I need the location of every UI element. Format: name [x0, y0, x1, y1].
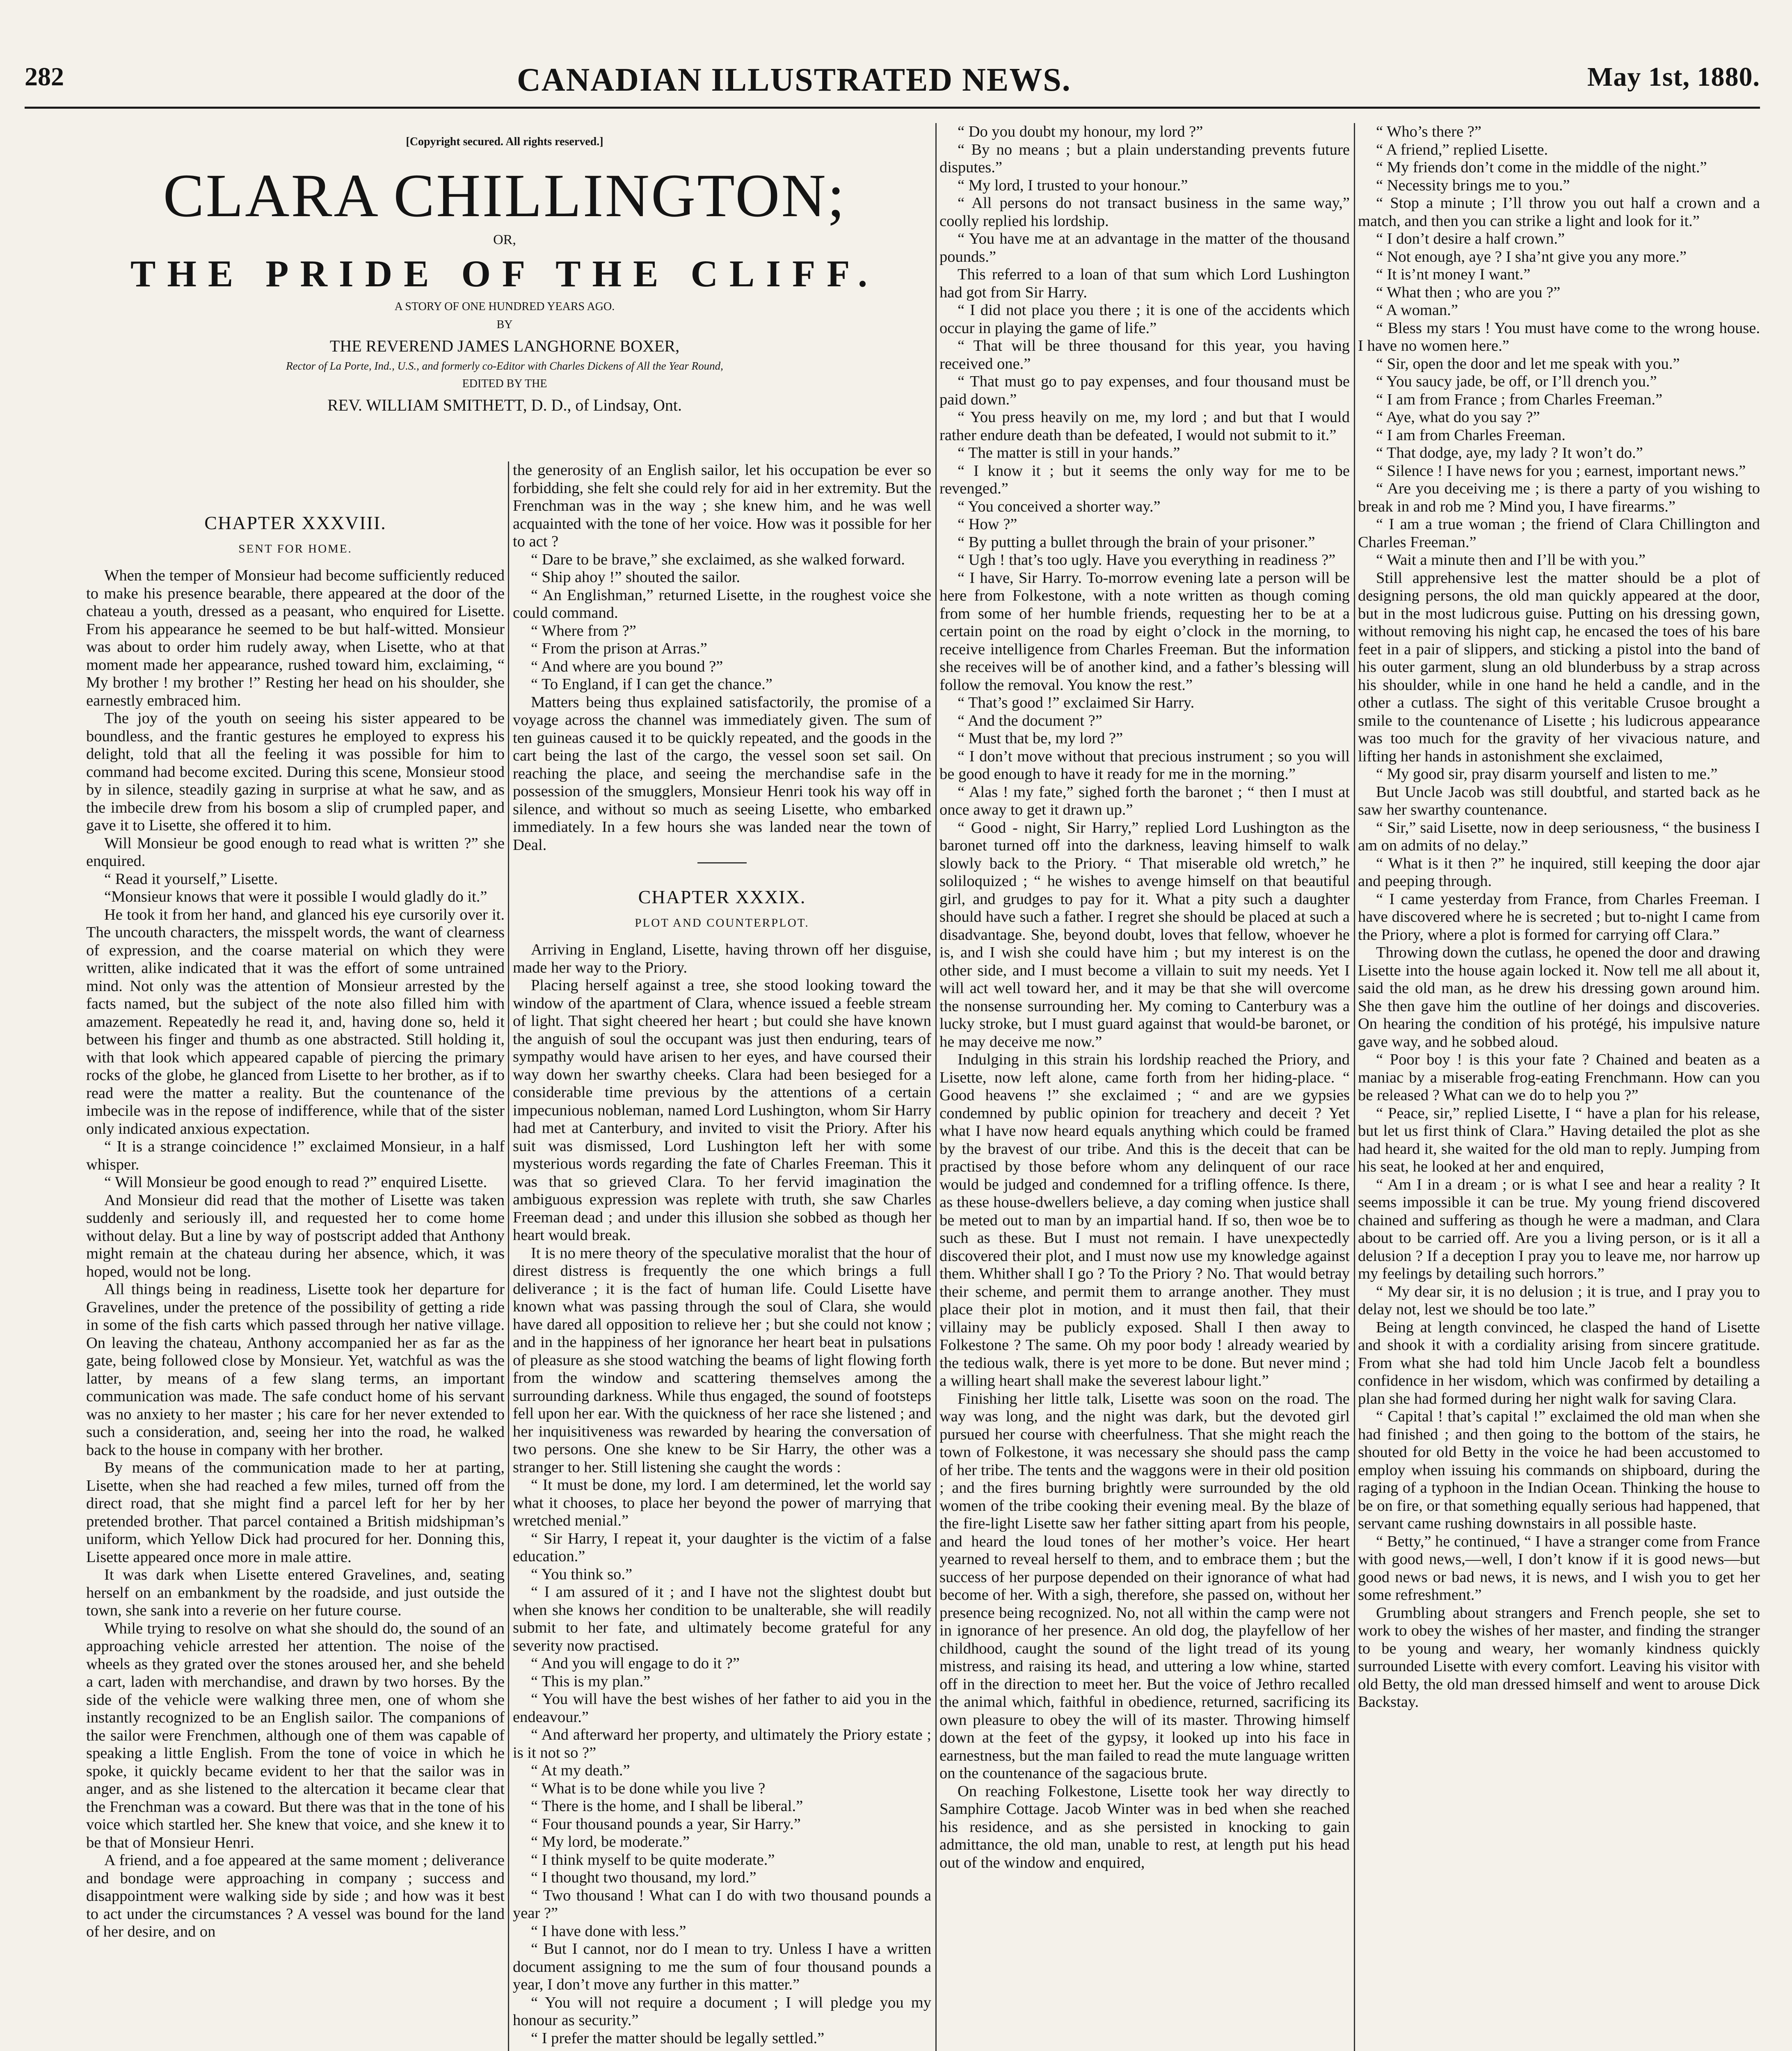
paragraph: “ I prefer the matter should be legally settled.”: [531, 2029, 825, 2047]
title-or: OR,: [493, 232, 516, 247]
paragraph: “ I am from Charles Freeman.: [1376, 426, 1566, 444]
paragraph: “ You have me at an advantage in the matter of the thousand pounds.”: [939, 230, 1350, 265]
paragraph: “ Where from ?”: [531, 622, 636, 640]
paragraph: “ An Englishman,” returned Lisette, in the roughest voice she could command.: [513, 586, 931, 621]
paragraph: “ That will be three thousand for this year, you having received one.”: [939, 337, 1350, 372]
paragraph: the generosity of an English sailor, let his occupation be ever so forbidding, she felt she could rely for aid in her extremity. But the Frenchman was in the way ; she knew him, and he was well acquainted with the tone of her voice. How was it possible for her to act ?: [513, 461, 931, 550]
byline-by: BY: [496, 318, 513, 331]
paragraph: “ Necessity brings me to you.”: [1376, 176, 1570, 194]
paragraph: “ Capital ! that’s capital !” exclaimed the old man when she had finished ; and then going to the bottom of the stairs, he shouted for old Betty in the voice he had been accustomed to employ when issuing his commands on shipboard, during the raging of a typhoon in the Indian Ocean. Thinking the house to be on fire, or that something equally serious had happened, that servant came rushing downstairs in all possible haste.: [1358, 1408, 1760, 1532]
paragraph: “ My friends don’t come in the middle of the night.”: [1376, 159, 1707, 176]
paragraph: But Uncle Jacob was still doubtful, and started back as he saw her swarthy countenance.: [1358, 783, 1760, 818]
paragraph: “ But I cannot, nor do I mean to try. Unless I have a written document assigning to me the sum of four thousand pounds a year, I don’t move any further in this matter.”: [513, 1940, 931, 1993]
paragraph: “ That must go to pay expenses, and four thousand must be paid down.”: [939, 373, 1350, 408]
paragraph: This referred to a loan of that sum which Lord Lushington had got from Sir Harry.: [939, 266, 1350, 301]
paragraph: A friend, and a foe appeared at the same moment ; deliverance and bondage were approaching in company ; success and disappointment were walking side by side ; and how was it best to act under the circumstances ? A vessel was bound for the land of her desire, and on: [86, 1852, 505, 1940]
paragraph: “ My dear sir, it is no delusion ; it is true, and I pray you to delay not, lest we should be too late.”: [1358, 1283, 1760, 1318]
paragraph: “ I don’t move without that precious instrument ; so you will be good enough to have it ready for me in the morning.”: [939, 747, 1350, 783]
story-title-block: [94, 123, 915, 415]
paragraph: “ The matter is still in your hands.”: [958, 444, 1180, 461]
section-divider: [697, 862, 747, 863]
paragraph: “ Dare to be brave,” she exclaimed, as she walked forward.: [531, 550, 905, 568]
paragraph: “ By no means ; but a plain understanding prevents future disputes.”: [939, 141, 1350, 176]
paragraph: “ This is my plan.”: [531, 1672, 651, 1690]
paragraph: “ Good - night, Sir Harry,” replied Lord Lushington as the baronet turned off into the darkness, leaving himself to walk slowly back to the Priory. “ That miserable old wretch,” he soliloquized ; “ he wishes to avenge himself on that beautiful girl, and grudges to pay for it. What a pity such a daughter should have such a father. I regret she should be placed at such a disadvantage. She, beyond doubt, loves that fellow, whoever he is, and I wish she could have him ; but my interest is on the other side, and I must become a villain to suit my needs. Yet I will act well toward her, and it may be that she will overcome the nonsense surrounding her. My coming to Canterbury was a lucky stroke, but I must guard against that would-be baronet, or he may deceive me now.”: [939, 819, 1350, 1051]
paragraph: “ Ship ahoy !” shouted the sailor.: [531, 569, 741, 586]
paragraph: “ What is to be done while you live ?: [531, 1779, 766, 1797]
paragraph: “ Aye, what do you say ?”: [1376, 409, 1540, 426]
paragraph: “ Do you doubt my honour, my lord ?”: [958, 123, 1203, 140]
paragraph: When the temper of Monsieur had become sufficiently reduced to make his presence bearable, there appeared at the door of the chateau a youth, dressed as a peasant, who enquired for Lisette. From his appearance he seemed to be but half-witted. Monsieur was about to order him rudely away, when Lisette, who at that moment made her appearance, rushed toward him, exclaiming, “ My brother ! my brother !” Resting her head on his shoulder, she earnestly embraced him.: [86, 567, 505, 709]
paragraph: “ Four thousand pounds a year, Sir Harry.”: [531, 1815, 801, 1833]
paragraph: “ And where are you bound ?”: [531, 658, 723, 675]
paragraph: “ I know it ; but it seems the only way for me to be revenged.”: [939, 462, 1350, 497]
paragraph: “ Must that be, my lord ?”: [958, 730, 1123, 747]
chapter-heading: CHAPTER XXXVIII.: [204, 512, 386, 533]
paragraph: On reaching Folkestone, Lisette took her way directly to Samphire Cottage. Jacob Winter was in bed when she reached his residence, and as she persisted in knocking to gain admittance, the old man, unable to rest, at length put his head out of the window and enquired,: [939, 1782, 1350, 1871]
paragraph: Matters being thus explained satisfactorily, the promise of a voyage across the channel was immediately given. The sum of ten guineas caused it to be quickly repeated, and the goods in the cart being the last of the cargo, the vessel soon set sail. On reaching the place, and seeing the merchandise safe in the possession of the smugglers, Monsieur Henri took his way off in silence, and without so much as seeing Lisette, who embarked immediately. In a few hours she was landed near the town of Deal.: [513, 693, 931, 854]
paragraph: Indulging in this strain his lordship reached the Priory, and Lisette, now left alone, came forth from her hiding-place. “ Good heavens !” she exclaimed ; “ and are we gypsies condemned by public opinion for treachery and deceit ? Yet what I have now heard equals anything which could be framed by the bravest of our tribe. And this is the deceit that can be practised by those before whom any delinquent of our race would be judged and condemned for a trifling offence. Is there, as these house-dwellers believe, a day coming when justice shall be meted out to man by an impartial hand. If so, then woe be to such as these. But I must not remain. I have unexpectedly discovered their plot, and I must now use my knowledge against them. Whither shall I go ? To the Priory ? No. That would betray their scheme, and permit them to arrange another. They must place their plot in motion, and it must then fail, that their villainy may be publicly exposed. Shall I then away to Folkestone ? The same. Oh my poor body ! already wearied by the tedious walk, there is yet more to be done. But never mind ; a willing heart shall make the severest labour light.”: [939, 1051, 1350, 1389]
paragraph: “ To England, if I can get the chance.”: [531, 676, 773, 693]
paragraph: “ My lord, be moderate.”: [531, 1833, 690, 1850]
paragraph: “ A woman.”: [1376, 301, 1458, 319]
paragraph: “ Silence ! I have news for you ; earnest, important news.”: [1376, 462, 1746, 480]
paragraph: “ And you will engage to do it ?”: [531, 1655, 740, 1672]
paragraph: “ A friend,” replied Lisette.: [1376, 141, 1548, 158]
paragraph: While trying to resolve on what she should do, the sound of an approaching vehicle arrested her attention. The noise of the wheels as they grated over the stones aroused her, and she beheld a cart, laden with merchandise, and drawn by two horses. By the side of the vehicle were walking three men, one of whom she instantly recognized to be an English sailor. The companions of the sailor were Frenchmen, although one of them was capable of speaking a little English. From the tone of voice in which he spoke, it quickly became evident to her that the sailor was in anger, and as she listened to the altercation it became clear that the Frenchman was a coward. But there was that in the tone of his voice which startled her. She knew that voice, and she knew it to be that of Monsieur Henri.: [86, 1619, 505, 1851]
paragraph: “ Bless my stars ! You must have come to the wrong house. I have no women here.”: [1358, 319, 1760, 354]
paragraph: Throwing down the cutlass, he opened the door and drawing Lisette into the house again locked it. Now tell me all about it, said the old man, as he drew his dressing gown around him. She then gave him the outline of her doings and discoveries. On hearing the condition of his protégé, his impulsive nature gave way, and he sobbed aloud.: [1358, 944, 1760, 1051]
chapter-subheading: PLOT AND COUNTERPLOT.: [635, 916, 809, 930]
paragraph: “ What is it then ?” he inquired, still keeping the door ajar and peeping through.: [1358, 854, 1760, 890]
paragraph: “ Not enough, aye ? I sha’nt give you any more.”: [1376, 248, 1687, 265]
editor-name: REV. WILLIAM SMITHETT, D. D., of Lindsay, Ont.: [327, 396, 682, 414]
paragraph: “ I am a true woman ; the friend of Clara Chillington and Charles Freeman.”: [1358, 516, 1760, 551]
paragraph: “ I don’t desire a half crown.”: [1376, 230, 1565, 247]
paragraph: “ And the document ?”: [958, 712, 1102, 729]
copyright-notice: [Copyright secured. All rights reserved.]: [406, 135, 603, 148]
masthead: [25, 62, 1785, 119]
column-4: [1358, 123, 1760, 1711]
paragraph: “ Sir,” said Lisette, now in deep seriousness, “ the business I am on admits of no delay.”: [1358, 819, 1760, 854]
paragraph: “ Will Monsieur be good enough to read ?” enquired Lisette.: [104, 1174, 487, 1191]
paragraph: “ All persons do not transact business in the same way,” coolly replied his lordship.: [939, 194, 1350, 230]
paragraph: Still apprehensive lest the matter should be a plot of designing persons, the old man quickly appeared at the door, but in the most ludicrous guise. Putting on his dressing gown, without removing his night cap, he encased the toes of his bare feet in a pair of slippers, and sticking a pistol into the band of his outer garment, slung an old blunderbuss by a strap across his shoulder, while in one hand he held a candle, and in the other a cutlass. The sight of this veritable Crusoe brought a smile to the countenance of Lisette ; his ludicrous appearance was too much for the gravity of her vivacious nature, and lifting her hands in astonishment she exclaimed,: [1358, 569, 1760, 765]
paragraph: “ I am from France ; from Charles Freeman.”: [1376, 391, 1663, 408]
paragraph: “ You conceived a shorter way.”: [958, 498, 1161, 515]
paragraph: Finishing her little talk, Lisette was soon on the road. The way was long, and the night was dark, but the devoted girl pursued her course with cheerfulness. That she might reach the town of Folkestone, it was necessary she should pass the camp of her tribe. The tents and the waggons were in their old position ; and the fires burning brightly were surrounded by the old women of the tribe cooking their evening meal. By the blaze of the fire-light Lisette saw her father sitting apart from his people, and heard the loud tones of her mother’s voice. Her heart yearned to reveal herself to them, and to embrace them ; but the success of her purpose depended on their ignorance of what had become of her. With a sigh, therefore, she passed on, without her presence being recognized. No, not all within the camp were not in ignorance of her presence. An old dog, the playfellow of her childhood, caught the sound of the light tread of its young mistress, and raising its head, and uttering a low whine, started off in the direction to meet her. But the voice of Jethro recalled the animal which, faithful in obedience, returned, sacrificing its own pleasure to obey the will of its master. Throwing himself down at the feet of the gypsy, it looked up into his face in earnestness, but the man failed to read the mute language written on the countenance of the sagacious brute.: [939, 1390, 1350, 1782]
paragraph: “ Sir Harry, I repeat it, your daughter is the victim of a false education.”: [513, 1530, 931, 1565]
issue-date: May 1st, 1880.: [1587, 62, 1760, 92]
masthead-rule: [25, 107, 1760, 109]
paragraph: “ You press heavily on me, my lord ; and but that I would rather endure death than be defeated, I would not submit to it.”: [939, 409, 1350, 444]
author-name: THE REVEREND JAMES LANGHORNE BOXER,: [329, 337, 680, 355]
paragraph: Being at length convinced, he clasped the hand of Lisette and shook it with a cordiality arising from sincere gratitude. From what she had told him Uncle Jacob felt a boundless confidence in her wisdom, which was confirmed by detailing a plan she had formed during her night walk for saving Clara.: [1358, 1318, 1760, 1407]
paragraph: “ There is the home, and I shall be liberal.”: [531, 1797, 803, 1815]
paragraph: “ Who’s there ?”: [1376, 123, 1481, 140]
story-tagline: A STORY OF ONE HUNDRED YEARS AGO.: [394, 300, 615, 313]
column-rule: [508, 461, 509, 2051]
paragraph: “Monsieur knows that were it possible I would gladly do it.”: [104, 888, 487, 905]
paragraph: “ And afterward her property, and ultimately the Priory estate ; is it not so ?”: [513, 1726, 931, 1761]
paragraph: “ My lord, I trusted to your honour.”: [958, 176, 1188, 194]
column-rule: [1354, 123, 1355, 2051]
paragraph: Arriving in England, Lisette, having thrown off her disguise, made her way to the Priory.: [513, 941, 931, 976]
paragraph: “ You think so.”: [531, 1565, 633, 1583]
paragraph: “ You saucy jade, be off, or I’ll drench you.”: [1376, 373, 1657, 390]
paragraph: “ I came yesterday from France, from Charles Freeman. I have discovered where he is secreted ; but to-night I came from the Priory, where a plot is formed for carrying off Clara.”: [1358, 890, 1760, 943]
paragraph: “ Am I in a dream ; or is what I see and hear a reality ? It seems impossible it can be true. My young friend discovered chained and suffering as though he were a madman, and Clara about to be carried off. Are you a living person, or is it all a delusion ? If a deception I pray you to leave me, nor harrow up my feelings by detailing such horrors.”: [1358, 1176, 1760, 1282]
paragraph: “ I think myself to be quite moderate.”: [531, 1851, 775, 1868]
paragraph: “ Stop a minute ; I’ll throw you out half a crown and a match, and then you can strike a light and look for it.”: [1358, 194, 1760, 230]
paragraph: Grumbling about strangers and French people, she set to work to obey the wishes of her master, and finding the stranger to be young and weary, her womanly kindness quickly surrounded Lisette with every comfort. Leaving his visitor with old Betty, the old man dressed himself and went to arouse Dick Backstay.: [1358, 1604, 1760, 1711]
paragraph: “ Betty,” he continued, “ I have a stranger come from France with good news,—well, I don’t know if it is good news—but good news or bad news, it is news, and I wish you to get her some refreshment.”: [1358, 1533, 1760, 1603]
paragraph: “ That dodge, aye, my lady ? It won’t do.”: [1376, 444, 1643, 461]
chapter-subheading: SENT FOR HOME.: [238, 542, 352, 555]
paragraph: “ I have, Sir Harry. To-morrow evening late a person will be here from Folkestone, with a note written as though coming from some of her humble friends, requesting her to be at a certain point on the road by eight o’clock in the morning, to receive intelligence from Charles Freeman. But the information she receives will be of another kind, and a father’s blessing will follow the removal. You know the rest.”: [939, 569, 1350, 694]
paragraph: “ From the prison at Arras.”: [531, 640, 707, 657]
paragraph: “ It is’nt money I want.”: [1376, 266, 1531, 283]
paragraph: “ Peace, sir,” replied Lisette, I “ have a plan for his release, but let us first think of Clara.” Having detailed the plot as she had heard it, she waited for the old man to reply. Jumping from his seat, he looked at her and enquired,: [1358, 1104, 1760, 1175]
paragraph: “ I thought two thousand, my lord.”: [531, 1869, 757, 1886]
paragraph: “ Read it yourself,” Lisette.: [104, 870, 278, 888]
paragraph: It was dark when Lisette entered Gravelines, and, seating herself on an embankment by the roadside, and just outside the town, she sank into a reverie on her future course.: [86, 1566, 505, 1619]
paragraph: “ My good sir, pray disarm yourself and listen to me.”: [1376, 765, 1718, 783]
edited-by: EDITED BY THE: [462, 377, 547, 390]
paragraph: “ You will have the best wishes of her father to aid you in the endeavour.”: [513, 1690, 931, 1726]
paragraph: “ Poor boy ! is this your fate ? Chained and beaten as a maniac by a miserable frog-eating Frenchmann. How can you be released ? What can we do to help you ?”: [1358, 1051, 1760, 1104]
story-title: CLARA CHILLINGTON;: [163, 162, 846, 230]
paragraph: It is no mere theory of the speculative moralist that the hour of direst distress is frequently the one which brings a full deliverance ; it is the fact of human life. Could Lisette have known what was passing through the soul of Clara, she would have dared all opposition to relieve her ; but she could not know ; and in the happiness of her ignorance her heart beat in pulsations of pleasure as she stood watching the beams of light flowing forth from the window and scattering themselves among the surrounding darkness. While thus engaged, the sound of footsteps fell upon her ear. With the quickness of her race she listened ; and her inquisitiveness was rewarded by hearing the conversation of two persons. One she knew to be Sir Harry, the other was a stranger to her. Still listening she caught the words :: [513, 1244, 931, 1476]
paragraph: All things being in readiness, Lisette took her departure for Gravelines, under the pretence of the possibility of getting a ride in some of the fish carts which passed through her native village. On leaving the chateau, Anthony accompanied her as far as the gate, being followed close by Monsieur. Yet, watchful as was the latter, by means of a few slang terms, an important communication was made. The safe conduct home of his servant was no anxiety to her master ; his care for her never extended to such a consideration, and, seeing her into the road, he walked back to the house in company with her brother.: [86, 1281, 505, 1459]
paragraph: “ It is a strange coincidence !” exclaimed Monsieur, in a half whisper.: [86, 1138, 505, 1173]
paragraph: “ Ugh ! that’s too ugly. Have you everything in readiness ?”: [958, 551, 1336, 569]
chapter-heading: CHAPTER XXXIX.: [638, 886, 806, 907]
paragraph: “ Wait a minute then and I’ll be with you.”: [1376, 551, 1646, 569]
paragraph: “ That’s good !” exclaimed Sir Harry.: [958, 694, 1195, 711]
paragraph: Will Monsieur be good enough to read what is written ?” she enquired.: [86, 834, 505, 870]
paragraph: “ I have done with less.”: [531, 1922, 686, 1940]
column-3: [939, 123, 1350, 1872]
page-number: 282: [25, 62, 64, 91]
paragraph: “ Sir, open the door and let me speak with you.”: [1376, 355, 1680, 372]
paragraph: “ By putting a bullet through the brain of your prisoner.”: [958, 533, 1315, 551]
paragraph: “ Are you deceiving me ; is there a party of you wishing to break in and rob me ? Mind you, I have firearms.”: [1358, 480, 1760, 515]
paragraph: By means of the communication made to her at parting, Lisette, when she had reached a few miles, turned off from the direct road, that she might find a parcel left for her by her pretended brother. That parcel contained a British midshipman’s uniform, which Yellow Dick had procured for her. Donning this, Lisette appeared once more in male attire.: [86, 1459, 505, 1566]
paragraph: “ How ?”: [958, 516, 1017, 533]
column-rule: [935, 123, 937, 2051]
paragraph: “ Alas ! my fate,” sighed forth the baronet ; “ then I must at once away to get it drawn up.”: [939, 783, 1350, 818]
paragraph: “ What then ; who are you ?”: [1376, 283, 1561, 301]
paragraph: And Monsieur did read that the mother of Lisette was taken suddenly and seriously ill, and requested her to come home without delay. But a line by way of postscript added that Anthony might remain at the chateau during her absence, which, it was hoped, would not be long.: [86, 1191, 505, 1280]
paragraph: “ It must be done, my lord. I am determined, let the world say what it chooses, to place her beyond the power of marrying that wretched menial.”: [513, 1476, 931, 1529]
paragraph: Placing herself against a tree, she stood looking toward the window of the apartment of Clara, whence issued a feeble stream of light. That sight cheered her heart ; but could she have known the anguish of soul the occupant was just then enduring, tears of sympathy would have arisen to her eyes, and have coursed their way down her swarthy cheeks. Clara had been besieged for a considerable time previous by the attentions of a certain impecunious nobleman, named Lord Lushington, whom Sir Harry had met at Canterbury, and invited to visit the Priory. After his suit was dismissed, Lord Lushington left her with some mysterious words regarding the fate of Charles Freeman. This it was that so grieved Clara. To her fervid imagination the ambiguous expression was replete with truth, she saw Charles Freeman dead ; and under this illusion she sobbed as though her heart would break.: [513, 977, 931, 1244]
publication-title: CANADIAN ILLUSTRATED NEWS.: [517, 62, 1071, 98]
paragraph: “ Two thousand ! What can I do with two thousand pounds a year ?”: [513, 1887, 931, 1922]
paragraph: “ I did not place you there ; it is one of the accidents which occur in playing the game of life.”: [939, 301, 1350, 337]
author-credentials: Rector of La Porte, Ind., U.S., and formerly co-Editor with Charles Dickens of All the Year Round,: [286, 360, 723, 372]
paragraph: The joy of the youth on seeing his sister appeared to be boundless, and the frantic gestures he employed to express his delight, told that all the feeling it was possible for him to command had become excited. During this scene, Monsieur stood by in silence, steadily gazing in surprise at what he saw, and as the imbecile drew from his bosom a slip of crumpled paper, and gave it to Lisette, she offered it to him.: [86, 710, 505, 834]
paragraph: “ You will not require a document ; I will pledge you my honour as security.”: [513, 1994, 931, 2029]
paragraph: “ At my death.”: [531, 1762, 630, 1779]
paragraph: He took it from her hand, and glanced his eye cursorily over it. The uncouth characters, the misspelt words, the want of clearness of expression, and the coarse material on which they were written, alike indicated that it was the effort of some untrained mind. Not only was the attention of Monsieur arrested by the facts named, but the subject of the note also filled him with amazement. Repeatedly he read it, and, having done so, held it between his finger and thumb as one abstracted. Still holding it, with that look which appeared capable of piercing the primary rocks of the globe, he glanced from Lisette to her brother, as if to read were the matter a reality. But the countenance of the imbecile was in the repose of indifference, while that of the sister only indicated anxious expectation.: [86, 906, 505, 1137]
column-1: [86, 507, 505, 1941]
paragraph: “ I am assured of it ; and I have not the slightest doubt but when she knows her condition to be unalterable, she will readily submit to her fate, and ultimately become grateful for any severity now practised.: [513, 1583, 931, 1654]
story-subtitle: THE PRIDE OF THE CLIFF.: [130, 253, 879, 295]
column-2: [513, 461, 931, 2047]
